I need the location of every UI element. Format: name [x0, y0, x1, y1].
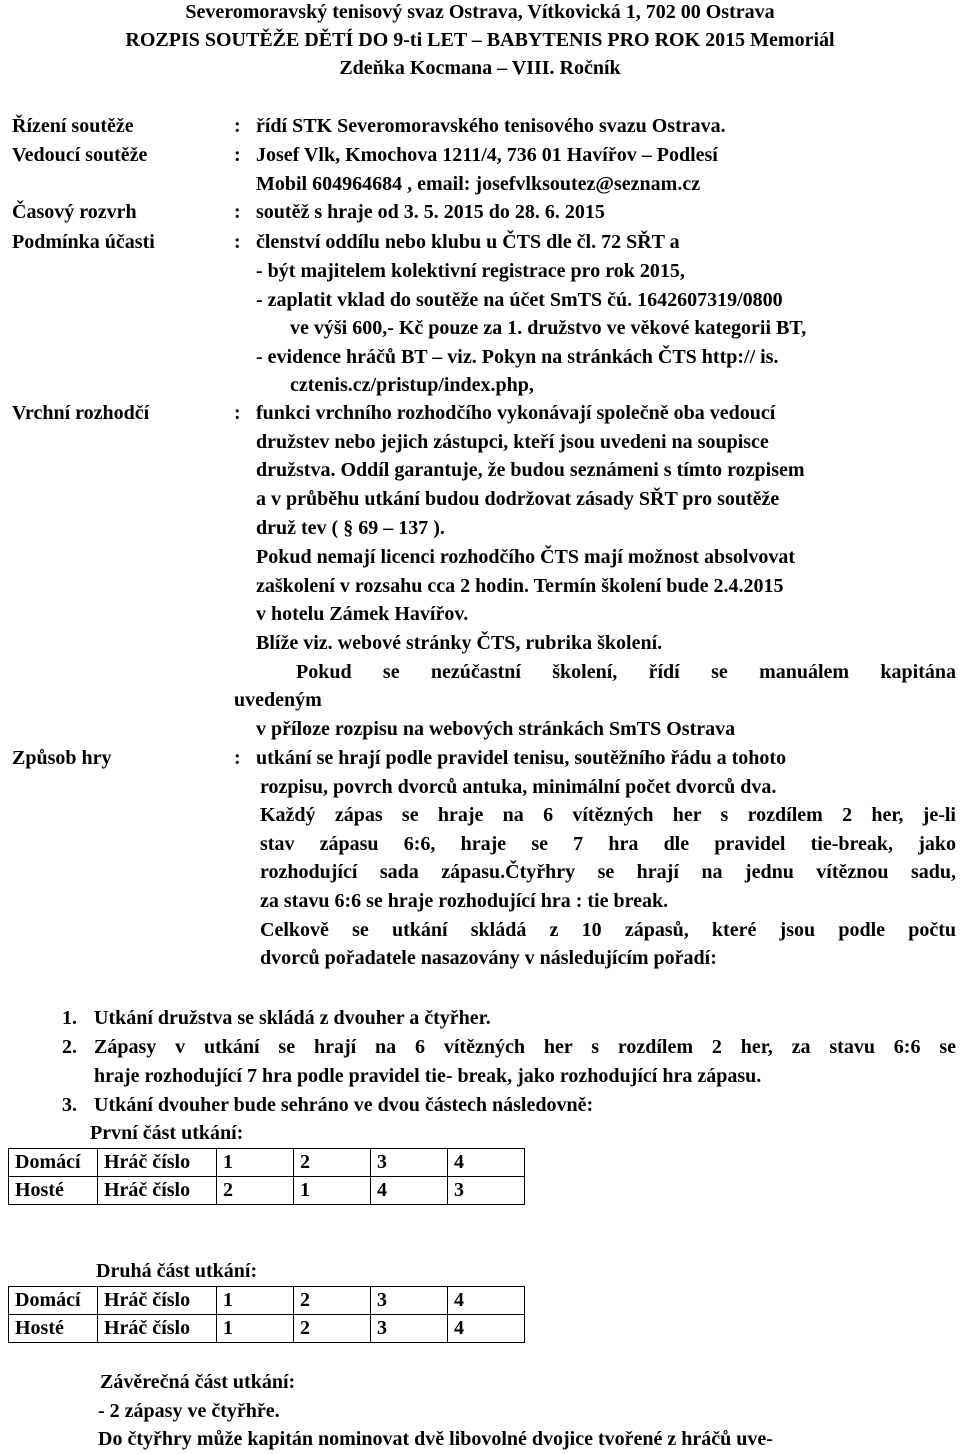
text-vrchni-line: v příloze rozpisu na webových stránkách SmTS Ostrava: [256, 718, 736, 740]
text-zpusob-line: Každý zápas se hraje na 6 vítězných her s rozdílem 2 her, je-li: [260, 804, 956, 826]
colon: :: [234, 747, 241, 769]
table-cell: 4: [448, 1149, 525, 1177]
text-vrchni-line: uvedeným: [234, 689, 322, 711]
label-zpusob-hry: Způsob hry: [12, 747, 112, 769]
table-cell: Hosté: [9, 1315, 98, 1343]
final-part-title: Závěrečná část utkání:: [100, 1371, 296, 1393]
text-zpusob-line: rozpisu, povrch dvorců antuka, minimální počet dvorců dva.: [260, 776, 777, 798]
text-vrchni-line: funkci vrchního rozhodčího vykonávají společně oba vedoucí: [256, 402, 776, 424]
table-row: [9, 1177, 525, 1205]
list-item-number: 3.: [62, 1094, 77, 1116]
text-zpusob-line: utkání se hrají podle pravidel tenisu, soutěžního řádu a tohoto: [256, 747, 787, 769]
text-vrchni-line: družstev nebo jejich zástupci, kteří jsou uvedeni na soupisce: [256, 431, 769, 453]
list-item-number: 1.: [62, 1007, 77, 1029]
table-cell: Domácí: [9, 1287, 98, 1315]
list-item-text: Zápasy v utkání se hrají na 6 vítězných her s rozdílem 2 her, za stavu 6:6 se: [94, 1036, 956, 1058]
document-header-line-3: Zdeňka Kocmana – VIII. Ročník: [339, 57, 621, 79]
text-rizeni: řídí STK Severomoravského tenisového svazu Ostrava.: [256, 115, 726, 137]
text-podminka-line: - být majitelem kolektivní registrace pro rok 2015,: [256, 260, 685, 282]
text-vrchni-line: zaškolení v rozsahu cca 2 hodin. Termín školení bude 2.4.2015: [256, 575, 784, 597]
list-item-number: 2.: [62, 1036, 77, 1058]
table-cell: 4: [448, 1287, 525, 1315]
colon: :: [234, 115, 241, 137]
text-podminka-line: - zaplatit vklad do soutěže na účet SmTS čú. 1642607319/0800: [256, 289, 783, 311]
table-row: [9, 1149, 525, 1177]
table-cell: 3: [371, 1315, 448, 1343]
label-casovy-rozvrh: Časový rozvrh: [12, 201, 137, 223]
final-part-line: Do čtyřhry může kapitán nominovat dvě libovolné dvojice tvořené z hráčů uve-: [98, 1428, 773, 1450]
text-vrchni-line: Blíže viz. webové stránky ČTS, rubrika školení.: [256, 632, 663, 654]
text-vedouci-contact: Mobil 604964684 , email: josefvlksoutez@seznam.cz: [256, 173, 701, 195]
table-cell: 2: [294, 1315, 371, 1343]
table-cell: 1: [294, 1177, 371, 1205]
label-vedouci: Vedoucí soutěže: [12, 144, 148, 166]
colon: :: [234, 144, 241, 166]
final-part-line: - 2 zápasy ve čtyřhře.: [98, 1400, 280, 1422]
table-cell: Hráč číslo: [98, 1149, 217, 1177]
table-cell: 3: [371, 1287, 448, 1315]
table-title-first-part: První část utkání:: [90, 1122, 244, 1144]
document-header-line-1: Severomoravský tenisový svaz Ostrava, Vítkovická 1, 702 00 Ostrava: [185, 1, 775, 23]
table-cell: Hráč číslo: [98, 1287, 217, 1315]
table-cell: Hráč číslo: [98, 1315, 217, 1343]
table-cell: 2: [294, 1149, 371, 1177]
list-item-text: Utkání dvouher bude sehráno ve dvou částech následovně:: [94, 1094, 594, 1116]
table-cell: Hosté: [9, 1177, 98, 1205]
table-cell: 1: [217, 1149, 294, 1177]
table-title-second-part: Druhá část utkání:: [96, 1260, 258, 1282]
text-podminka-line: - evidence hráčů BT – viz. Pokyn na stránkách ČTS http:// is.: [256, 346, 779, 368]
table-cell: 2: [217, 1177, 294, 1205]
table-cell: 1: [217, 1287, 294, 1315]
table-cell: 1: [217, 1315, 294, 1343]
text-podminka-line: cztenis.cz/pristup/index.php,: [290, 374, 534, 396]
text-vrchni-line: v hotelu Zámek Havířov.: [256, 603, 469, 625]
table-cell: 4: [448, 1315, 525, 1343]
colon: :: [234, 231, 241, 253]
list-item-text: hraje rozhodující 7 hra podle pravidel tie- break, jako rozhodující hra zápasu.: [94, 1065, 762, 1087]
text-podminka-line: členství oddílu nebo klubu u ČTS dle čl. 72 SŘT a: [256, 231, 680, 253]
label-rizeni: Řízení soutěže: [12, 115, 134, 137]
lineup-table-first-part: [8, 1148, 525, 1205]
text-vrchni-line: Pokud nemají licenci rozhodčího ČTS mají možnost absolvovat: [256, 546, 796, 568]
text-vrchni-line: Pokud se nezúčastní školení, řídí se manuálem kapitána: [296, 661, 956, 683]
table-row: [9, 1287, 525, 1315]
document-header-line-2: ROZPIS SOUTĚŽE DĚTÍ DO 9-ti LET – BABYTENIS PRO ROK 2015 Memoriál: [125, 29, 835, 51]
text-vedouci-address: Josef Vlk, Kmochova 1211/4, 736 01 Havířov – Podlesí: [256, 144, 718, 166]
text-vrchni-line: druž tev ( § 69 – 137 ).: [256, 517, 445, 539]
text-zpusob-line: stav zápasu 6:6, hraje se 7 hra dle pravidel tie-break, jako: [260, 833, 956, 855]
table-cell: 3: [371, 1149, 448, 1177]
table-cell: 2: [294, 1287, 371, 1315]
text-vrchni-line: družstva. Oddíl garantuje, že budou seznámeni s tímto rozpisem: [256, 459, 805, 481]
table-cell: 4: [371, 1177, 448, 1205]
table-row: [9, 1315, 525, 1343]
text-zpusob-line: Celkově se utkání skládá z 10 zápasů, které jsou podle počtu: [260, 919, 956, 941]
text-zpusob-line: za stavu 6:6 se hraje rozhodující hra : tie break.: [260, 890, 669, 912]
lineup-table-second-part: [8, 1286, 525, 1343]
label-vrchni-rozhodci: Vrchní rozhodčí: [12, 402, 150, 424]
text-podminka-line: ve výši 600,- Kč pouze za 1. družstvo ve věkové kategorii BT,: [290, 317, 807, 339]
list-item-text: Utkání družstva se skládá z dvouher a čtyřher.: [94, 1007, 491, 1029]
text-zpusob-line: dvorců pořadatele nasazovány v následujícím pořadí:: [260, 947, 717, 969]
label-podminka: Podmínka účasti: [12, 231, 155, 253]
text-zpusob-line: rozhodující sada zápasu.Čtyřhry se hrají na jednu vítěznou sadu,: [260, 861, 956, 883]
table-cell: Hráč číslo: [98, 1177, 217, 1205]
text-casovy-rozvrh: soutěž s hraje od 3. 5. 2015 do 28. 6. 2015: [256, 201, 605, 223]
text-vrchni-line: a v průběhu utkání budou dodržovat zásady SŘT pro soutěže: [256, 488, 780, 510]
colon: :: [234, 402, 241, 424]
colon: :: [234, 201, 241, 223]
table-cell: Domácí: [9, 1149, 98, 1177]
table-cell: 3: [448, 1177, 525, 1205]
